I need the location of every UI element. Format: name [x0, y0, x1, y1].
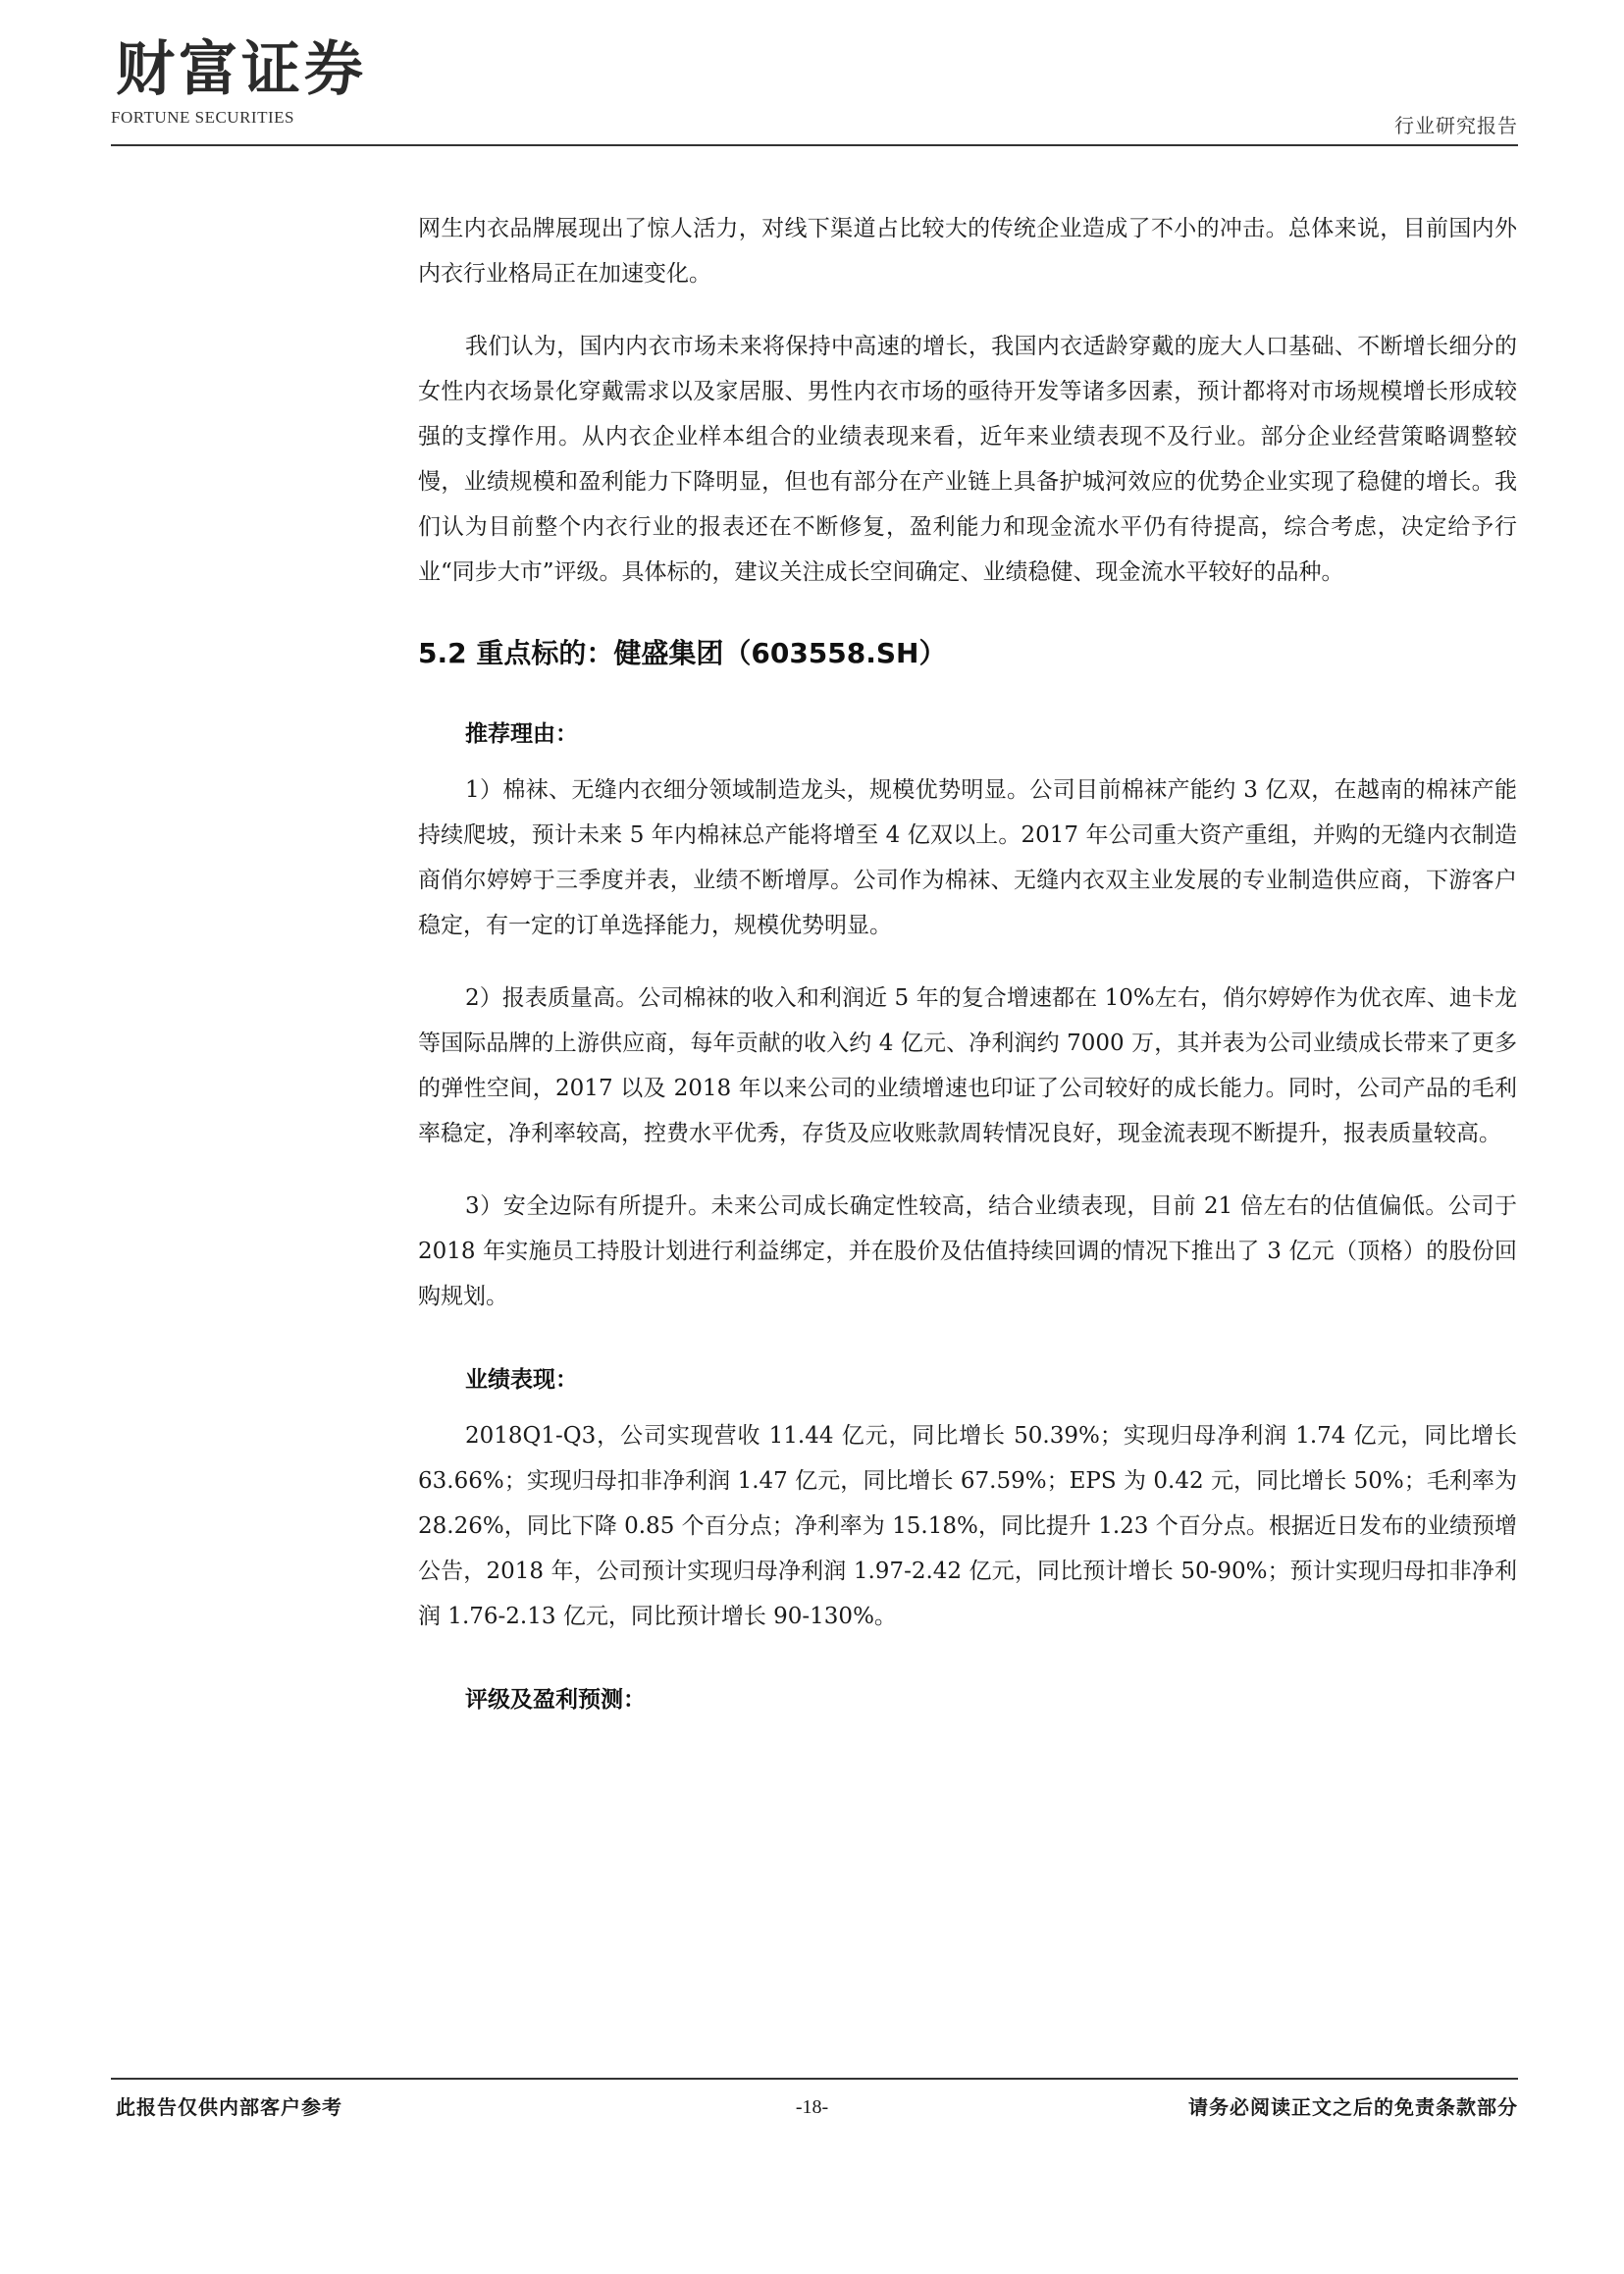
paragraph-outlook: 我们认为，国内内衣市场未来将保持中高速的增长，我国内衣适龄穿戴的庞大人口基础、不断增长细分的女性内衣场景化穿戴需求以及家居服、男性内衣市场的亟待开发等诸多因素，预计都将对市场规模增长形成较强的支撑作用。从内衣企业样本组合的业绩表现来看，近年来业绩表现不及行业。部分企业经营策略调整较慢，业绩规模和盈利能力下降明显，但也有部分在产业链上具备护城河效应的优势企业实现了稳健的增长。我们认为目前整个内衣行业的报表还在不断修复，盈利能力和现金流水平仍有待提高，综合考虑，决定给予行业“同步大市”评级。具体标的，建议关注成长空间确定、业绩稳健、现金流水平较好的品种。	[418, 334, 1517, 585]
reason-item-3: 3）安全边际有所提升。未来公司成长确定性较高，结合业绩表现，目前 21 倍左右的估值偏低。公司于 2018 年实施员工持股计划进行利益绑定，并在股价及估值持续回调的情况下推出了 3 亿元（顶格）的股份回购规划。	[418, 1193, 1517, 1309]
paragraph-intro: 网生内衣品牌展现出了惊人活力，对线下渠道占比较大的传统企业造成了不小的冲击。总体来说，目前国内外内衣行业格局正在加速变化。	[418, 216, 1517, 287]
logo-en: FORTUNE SECURITIES	[111, 108, 294, 127]
reason-heading: 推荐理由：	[465, 721, 578, 747]
section-title: 5.2 重点标的：健盛集团（603558.SH）	[418, 637, 947, 669]
reason-item-1: 1）棉袜、无缝内衣细分领域制造龙头，规模优势明显。公司目前棉袜产能约 3 亿双，在越南的棉袜产能持续爬坡，预计未来 5 年内棉袜总产能将增至 4 亿双以上。2017 年公司重大资产重组，并购的无缝内衣制造商俏尔婷婷于三季度并表，业绩不断增厚。公司作为棉袜、无缝内衣双主业发展的专业制造供应商，下游客户稳定，有一定的订单选择能力，规模优势明显。	[418, 777, 1517, 938]
document-body	[418, 206, 1517, 1733]
performance-text: 2018Q1-Q3，公司实现营收 11.44 亿元，同比增长 50.39%；实现归母净利润 1.74 亿元，同比增长 63.66%；实现归母扣非净利润 1.47 亿元，同比增长 67.59%；EPS 为 0.42 元，同比增长 50%；毛利率为 28.26%，同比下降 0.85 个百分点；净利率为 15.18%，同比提升 1.23 个百分点。根据近日发布的业绩预增公告，2018 年，公司预计实现归母净利润 1.97-2.42 亿元，同比预计增长 50-90%；预计实现归母扣非净利润 1.76-2.13 亿元，同比预计增长 90-130%。	[418, 1423, 1517, 1629]
report-type-label: 行业研究报告	[1394, 114, 1518, 137]
reason-item-2: 2）报表质量高。公司棉袜的收入和利润近 5 年的复合增速都在 10%左右，俏尔婷婷作为优衣库、迪卡龙等国际品牌的上游供应商，每年贡献的收入约 4 亿元、净利润约 7000 万，其并表为公司业绩成长带来了更多的弹性空间，2017 以及 2018 年以来公司的业绩增速也印证了公司较好的成长能力。同时，公司产品的毛利率稳定，净利率较高，控费水平优秀，存货及应收账款周转情况良好，现金流表现不断提升，报表质量较高。	[418, 985, 1517, 1146]
footer-divider	[111, 2078, 1518, 2080]
logo-cn: 财富证券	[116, 35, 367, 104]
header-divider	[111, 144, 1518, 146]
footer-disclaimer-left: 此报告仅供内部客户参考	[116, 2095, 342, 2119]
page-number: -18-	[795, 2096, 829, 2118]
performance-heading: 业绩表现：	[465, 1367, 578, 1393]
footer-disclaimer-right: 请务必阅读正文之后的免责条款部分	[1188, 2095, 1518, 2119]
rating-heading: 评级及盈利预测：	[465, 1687, 646, 1713]
